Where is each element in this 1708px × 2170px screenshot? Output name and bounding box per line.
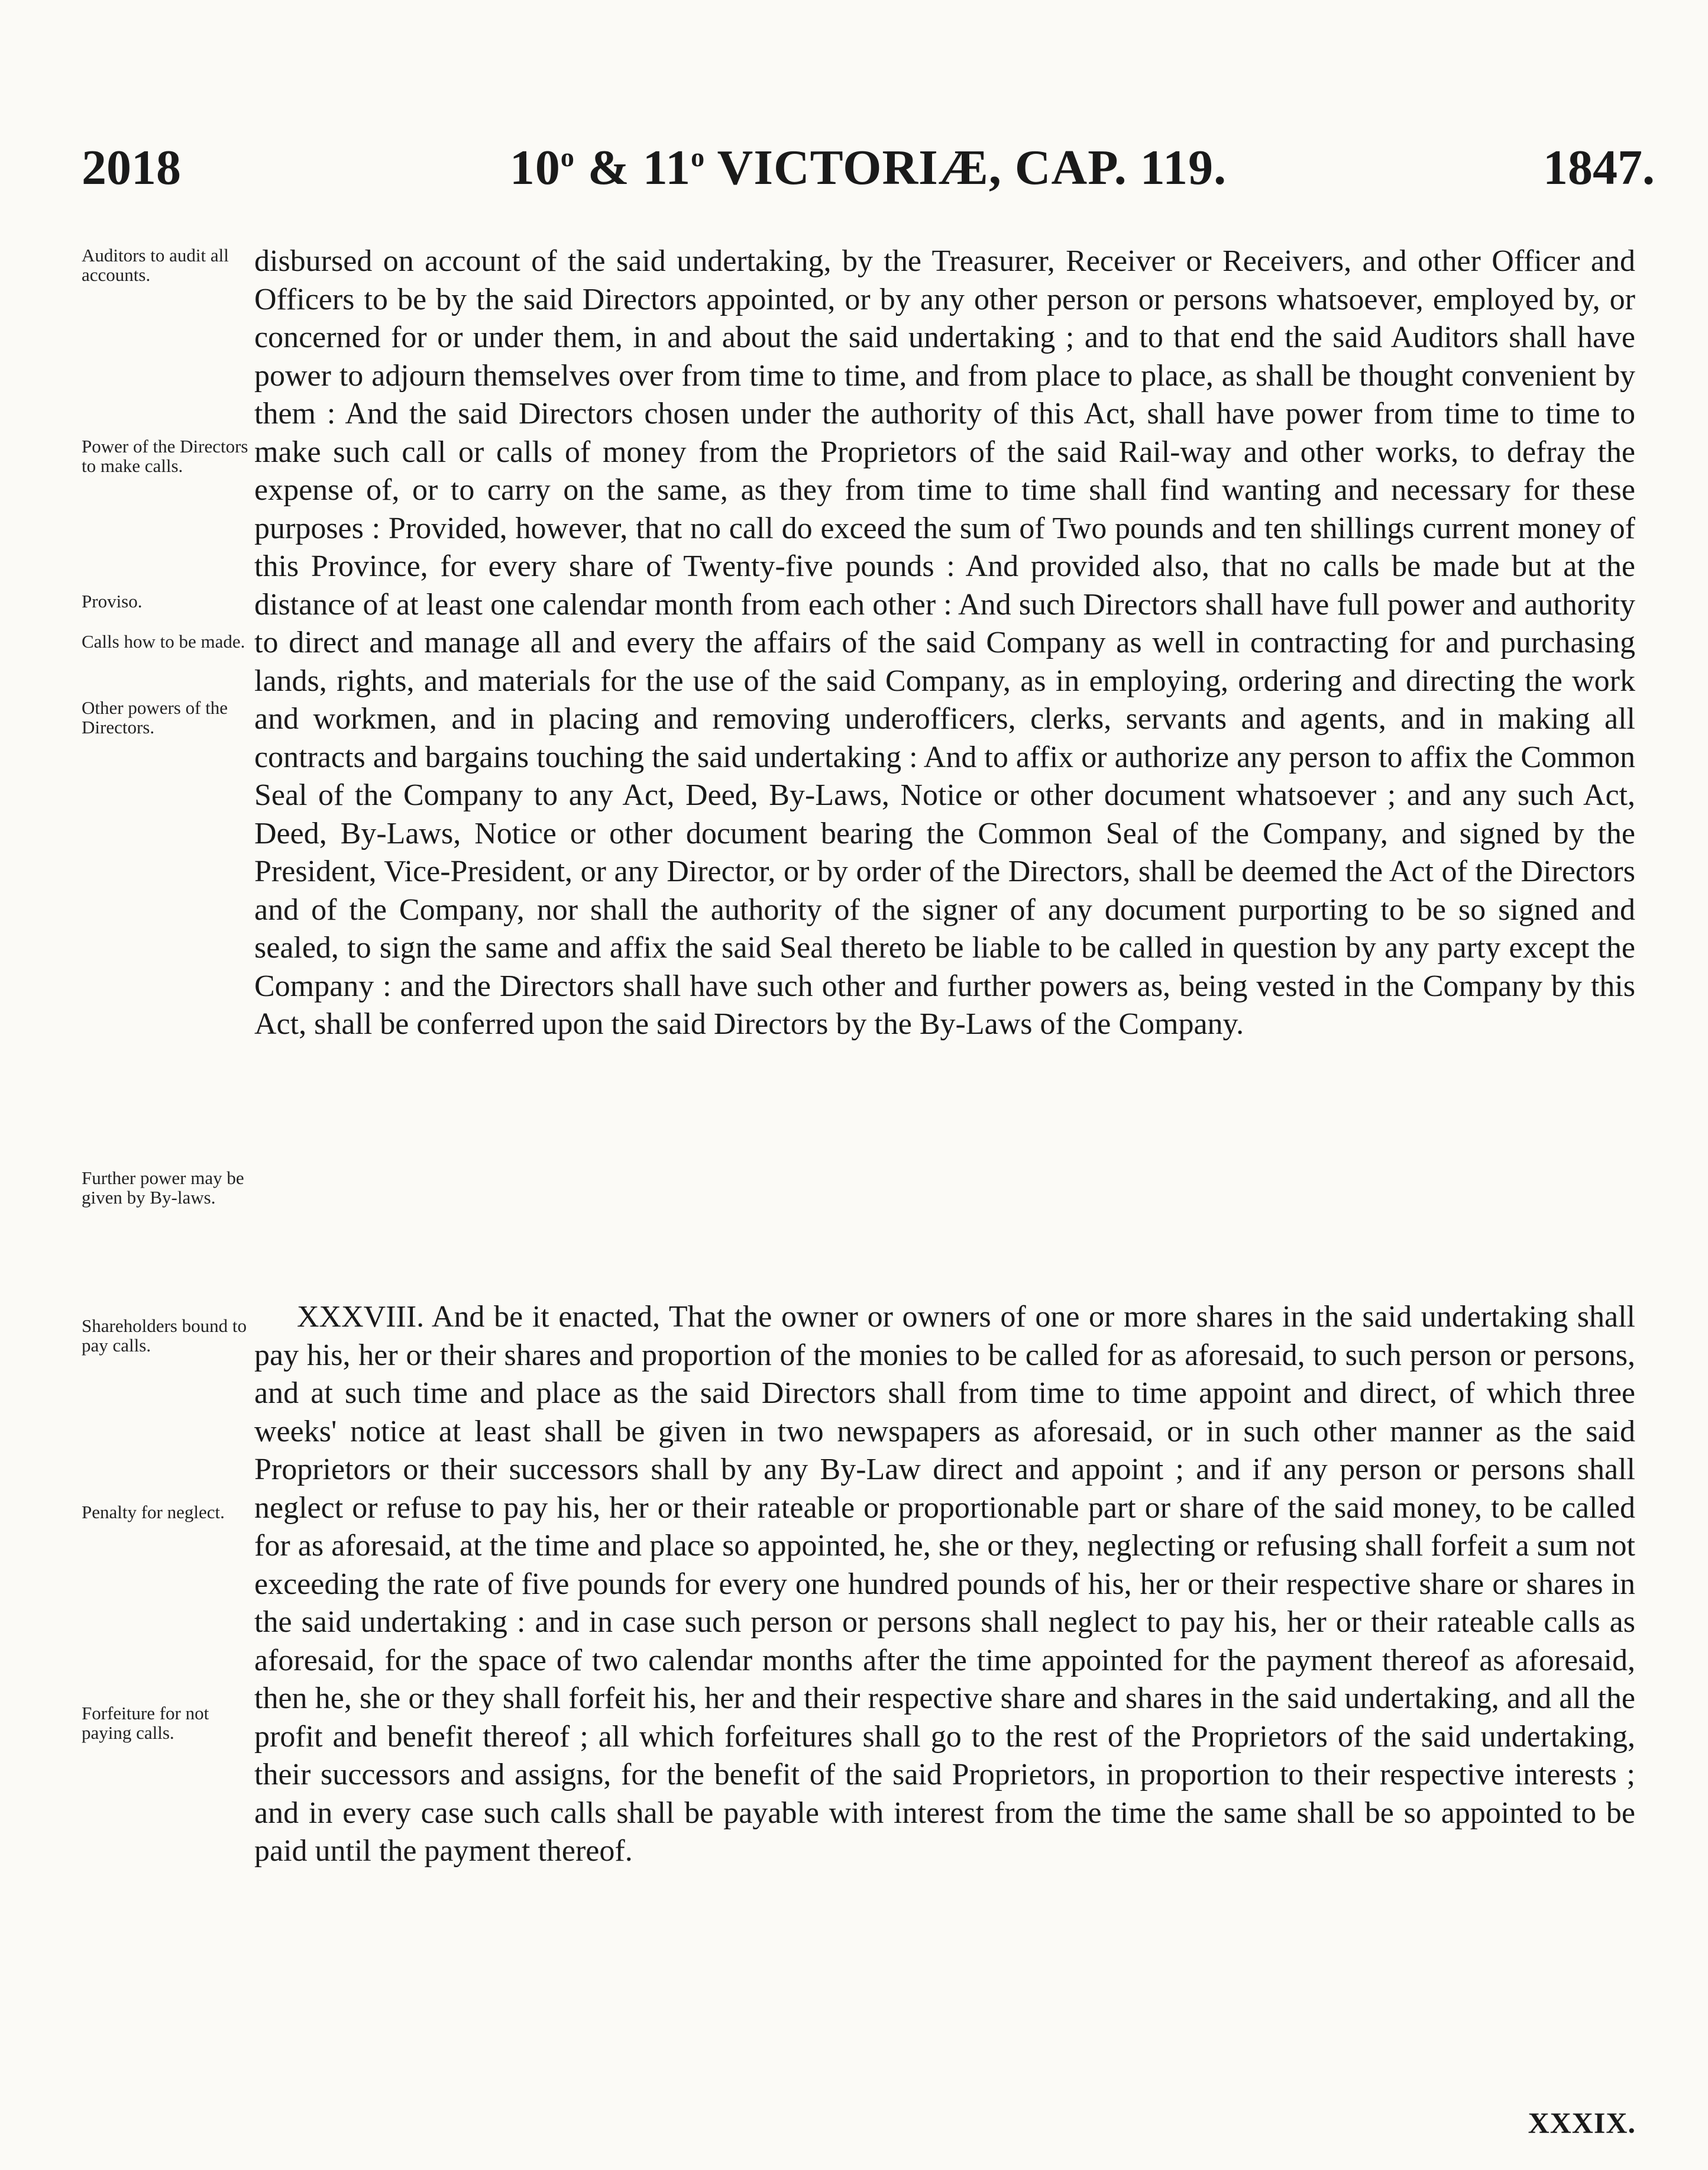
- margin-note-other-powers: Other powers of the Directors.: [82, 697, 228, 738]
- margin-note-forfeiture: Forfeiture for not paying calls.: [82, 1703, 209, 1743]
- act-title: 10$^o$ & 11$^o$ VICTORIÆ, CAP. 119.: [509, 140, 1227, 195]
- year: 1847.: [1543, 140, 1655, 195]
- margin-note-auditors: Auditors to audit all accounts.: [82, 245, 229, 285]
- paragraph-section-xxxviii: XXXVIII. And be it enacted, That the owner or owners of one or more shares in the said undertaking shall pay his, her or their shares and proportion of the monies to be called for as aforesaid, to such person or persons, and at such time and place as the said Directors shall from time to time appoint and direct, of which three weeks' notice at least shall be given in two newspapers as aforesaid, or in such other manner as the said Proprietors or their successors shall by any By-Law direct and appoint ; and if any person or persons shall neglect or refuse to pay his, her or their rateable or proportionable part or share of the said money, to be called for as aforesaid, at the time and place so appointed, he, she or they, neglecting or refusing shall forfeit a sum not exceeding the rate of five pounds for every one hundred pounds of his, her or their respective share or shares in the said undertaking : and in case such person or persons shall neglect to pay his, her or their rateable calls as aforesaid, for the space of two calendar months after the time appointed for the payment thereof as aforesaid, then he, she or they shall forfeit his, her and their respective share and shares in the said undertaking, and all the profit and benefit thereof ; all which forfeitures shall go to the rest of the Proprietors of the said undertaking, their successors and assigns, for the benefit of the said Proprietors, in proportion to their respective interests ; and in every case such calls shall be payable with interest from the time the same shall be so appointed to be paid until the payment thereof.: [254, 1300, 1635, 1868]
- margin-note-calls-how-made: Calls how to be made.: [82, 631, 245, 652]
- margin-note-further-power: Further power may be given by By-laws.: [82, 1168, 244, 1208]
- catchword: XXXIX.: [1528, 2106, 1636, 2139]
- margin-note-power-of-directors: Power of the Directors to make calls.: [82, 436, 248, 476]
- margin-note-shareholders-bound: Shareholders bound to pay calls.: [82, 1315, 247, 1356]
- page-header: [82, 139, 1655, 204]
- page-number: 2018: [82, 140, 181, 195]
- paragraph-continuation: disbursed on account of the said undertaking, by the Treasurer, Receiver or Receivers, and other Officer and Officers to be by the said Directors appointed, or by any other person or persons whatsoever, employed by, or concerned for or under them, in and about the said undertaking ; and to that end the said Auditors shall have power to adjourn themselves over from time to time, and from place to place, as shall be thought convenient by them : And the said Directors chosen under the authority of this Act, shall have power from time to time to make such call or calls of money from the Proprietors of the said Rail-way and other works, to defray the expense of, or to carry on the same, as they from time to time shall find wanting and necessary for these purposes : Provided, however, that no call do exceed the sum of Two pounds and ten shillings current money of this Province, for every share of Twenty-five pounds : And provided also, that no calls be made but at the distance of at least one calendar month from each other : And such Directors shall have full power and authority to direct and manage all and every the affairs of the said Company as well in contracting for and purchasing lands, rights, and materials for the use of the said Company, as in employing, ordering and directing the work and workmen, and in placing and removing underofficers, clerks, servants and agents, and in making all contracts and bargains touching the said undertaking : And to affix or authorize any person to affix the Common Seal of the Company to any Act, Deed, By-Laws, Notice or other document whatsoever ; and any such Act, Deed, By-Laws, Notice or other document bearing the Common Seal of the Company, and signed by the President, Vice-President, or any Director, or by order of the Directors, shall be deemed the Act of the Directors and of the Company, nor shall the authority of the signer of any document purporting to be so signed and sealed, to sign the same and affix the said Seal thereto be liable to be called in question by any party except the Company : and the Directors shall have such other and further powers as, being vested in the Company by this Act, shall be conferred upon the said Directors by the By-Laws of the Company.: [254, 244, 1635, 1041]
- margin-note-penalty: Penalty for neglect.: [82, 1502, 225, 1522]
- margin-note-proviso: Proviso.: [82, 591, 143, 612]
